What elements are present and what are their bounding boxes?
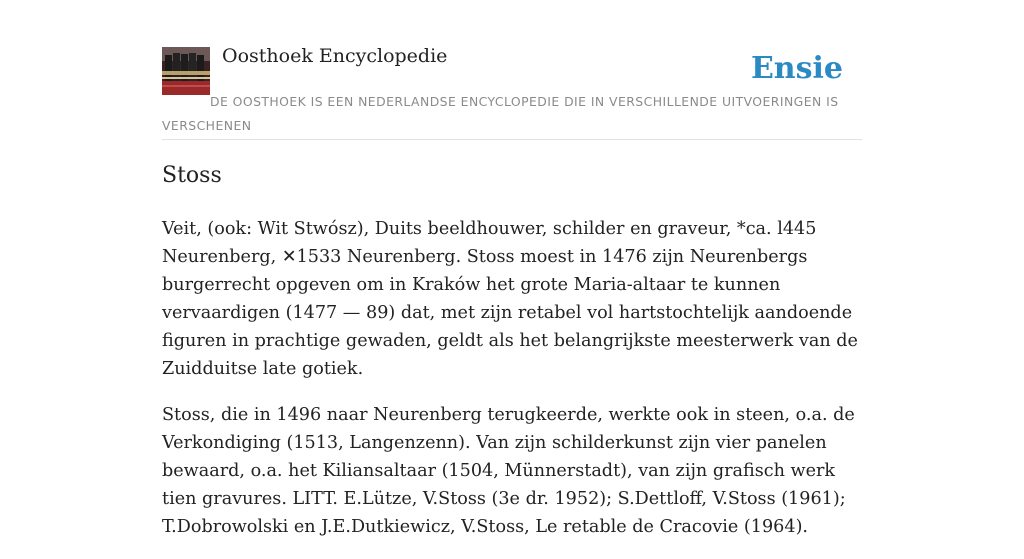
site-header (162, 0, 862, 140)
page-container (162, 0, 862, 537)
article-title: Stoss (162, 163, 222, 188)
books-icon (162, 47, 210, 95)
article-paragraph-1: Veit, (ook: Wit Stwósz), Duits beeldhouwer, schilder en graveur, *ca. l445 Neurenberg, ✕1533 Neurenberg. Stoss moest in 1476 zijn Neurenbergs burgerrecht opgeven om in Kraków het grote Maria-altaar te kunnen vervaardigen (1477 — 89) dat, met zijn retabel vol hartstochtelijk aandoende figuren in prachtige gewaden, geldt als het belangrijkste meesterwerk van de Zuidduitse late gotiek. (162, 219, 858, 379)
article-body (162, 215, 866, 559)
ensie-logo-link[interactable]: Ensie (750, 51, 843, 86)
encyclopedia-books-avatar[interactable] (162, 47, 210, 95)
site-title-link[interactable]: Oosthoek Encyclopedie (222, 45, 448, 67)
article-paragraph-2: Stoss, die in 1496 naar Neurenberg terugkeerde, werkte ook in steen, o.a. de Verkondiging (1513, Langenzenn). Van zijn schilderkunst zijn vier panelen bewaard, o.a. het Kiliansaltaar (1504, Münnerstadt), van zijn grafisch werk tien gravures. LITT. E.Lütze, V.Stoss (3e dr. 1952); S.Dettloff, V.Stoss (1961); T.Dobrowolski en J.E.Dutkiewicz, V.Stoss, Le retable de Cracovie (1964). (162, 405, 855, 537)
site-tagline: DE OOSTHOEK IS EEN NEDERLANDSE ENCYCLOPEDIE DIE IN VERSCHILLENDE UITVOERINGEN IS VERSCHENEN (162, 94, 839, 133)
